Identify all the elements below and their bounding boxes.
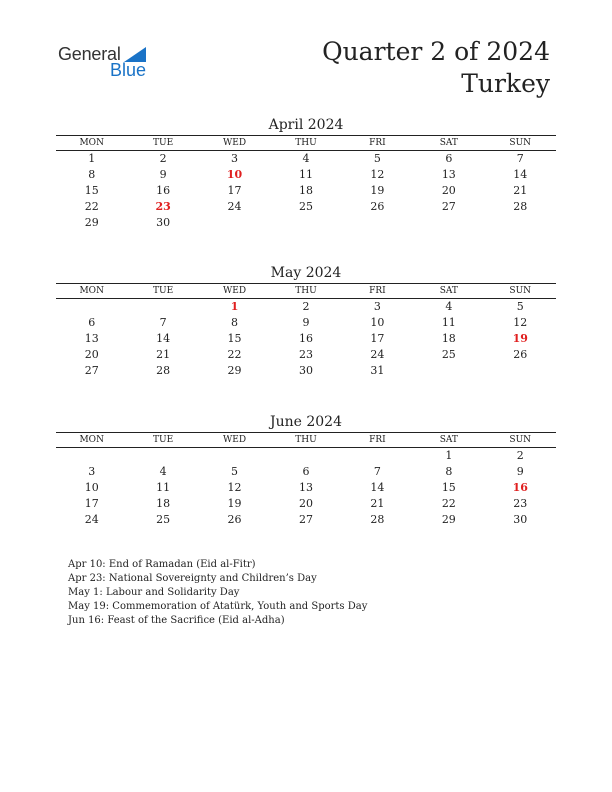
weekday-label: FRI <box>369 435 386 445</box>
page-title <box>322 36 550 100</box>
week-row <box>56 331 556 347</box>
title-country: Turkey <box>461 69 550 98</box>
day-cell: 6 <box>88 316 96 329</box>
week-row <box>56 464 556 480</box>
day-cell: 10 <box>370 316 385 329</box>
day-cell: 1 <box>88 152 96 165</box>
day-cell: 24 <box>227 200 242 213</box>
weekday-header <box>56 432 556 448</box>
logo-general-text: General <box>58 44 121 64</box>
holiday-note: Apr 10: End of Ramadan (Eid al-Fitr) <box>68 559 256 570</box>
day-cell: 2 <box>302 300 310 313</box>
weekday-label: TUE <box>153 138 174 148</box>
holiday-day-cell: 10 <box>226 168 243 181</box>
weekday-label: WED <box>223 138 247 148</box>
weekday-label: SAT <box>439 435 458 445</box>
day-cell: 7 <box>159 316 167 329</box>
logo-blue-text: Blue <box>110 60 147 80</box>
day-cell: 20 <box>441 184 456 197</box>
holiday-day-cell: 19 <box>512 332 528 345</box>
day-cell: 8 <box>231 316 239 329</box>
week-row <box>56 151 556 167</box>
day-cell: 12 <box>227 481 242 494</box>
week-row <box>56 215 556 231</box>
day-cell: 14 <box>513 168 528 181</box>
week-row <box>56 512 556 528</box>
day-cell: 5 <box>231 465 239 478</box>
day-cell: 9 <box>516 465 524 478</box>
day-cell: 5 <box>373 152 381 165</box>
week-row <box>56 480 556 496</box>
month-april <box>56 115 556 231</box>
day-cell: 21 <box>156 348 171 361</box>
weekday-label: TUE <box>153 286 174 296</box>
day-cell: 17 <box>84 497 99 510</box>
weekday-label: THU <box>295 138 317 148</box>
weekday-label: MON <box>79 435 104 445</box>
day-cell: 30 <box>298 364 313 377</box>
holiday-note: Jun 16: Feast of the Sacrifice (Eid al-Adha) <box>68 615 285 626</box>
day-cell: 2 <box>516 449 524 462</box>
day-cell: 14 <box>156 332 171 345</box>
day-cell: 18 <box>156 497 171 510</box>
day-cell: 26 <box>513 348 528 361</box>
day-cell: 23 <box>513 497 528 510</box>
day-cell: 17 <box>370 332 385 345</box>
day-cell <box>270 448 341 464</box>
day-cell: 1 <box>445 449 453 462</box>
day-cell: 23 <box>298 348 313 361</box>
day-cell: 7 <box>516 152 524 165</box>
day-cell: 2 <box>159 152 167 165</box>
day-cell: 19 <box>227 497 242 510</box>
week-row <box>56 183 556 199</box>
day-cell: 21 <box>370 497 385 510</box>
day-cell: 15 <box>441 481 456 494</box>
day-cell: 15 <box>227 332 242 345</box>
day-cell: 5 <box>516 300 524 313</box>
day-cell: 7 <box>373 465 381 478</box>
title-quarter: Quarter 2 of 2024 <box>322 37 550 66</box>
weekday-header <box>56 283 556 299</box>
day-cell: 22 <box>441 497 456 510</box>
day-cell: 22 <box>84 200 99 213</box>
day-cell <box>270 215 341 231</box>
day-cell: 17 <box>227 184 242 197</box>
day-cell <box>56 448 127 464</box>
weekday-label: FRI <box>369 138 386 148</box>
weekday-label: MON <box>79 286 104 296</box>
weekday-label: SUN <box>509 138 532 148</box>
day-cell: 28 <box>513 200 528 213</box>
day-cell: 27 <box>441 200 456 213</box>
day-cell <box>342 448 413 464</box>
day-cell: 28 <box>156 364 171 377</box>
day-cell: 26 <box>370 200 385 213</box>
holiday-note: May 19: Commemoration of Atatürk, Youth and Sports Day <box>68 601 368 612</box>
day-cell: 14 <box>370 481 385 494</box>
week-row <box>56 363 556 379</box>
day-cell: 29 <box>441 513 456 526</box>
weekday-label: SUN <box>509 435 532 445</box>
day-cell <box>199 448 270 464</box>
day-cell: 28 <box>370 513 385 526</box>
week-row <box>56 199 556 215</box>
month-june <box>56 412 556 528</box>
day-cell: 12 <box>513 316 528 329</box>
day-cell: 25 <box>441 348 456 361</box>
day-cell: 12 <box>370 168 385 181</box>
day-cell <box>485 363 556 379</box>
day-cell: 13 <box>84 332 99 345</box>
weekday-label: WED <box>223 435 247 445</box>
day-cell: 3 <box>231 152 239 165</box>
month-may <box>56 263 556 379</box>
week-row <box>56 448 556 464</box>
day-cell <box>127 299 198 315</box>
month-title: June 2024 <box>269 414 342 430</box>
day-cell: 30 <box>156 216 171 229</box>
day-cell: 27 <box>298 513 313 526</box>
weekday-label: FRI <box>369 286 386 296</box>
day-cell: 11 <box>441 316 456 329</box>
day-cell: 16 <box>298 332 313 345</box>
holiday-day-cell: 1 <box>230 300 239 313</box>
day-cell <box>413 363 484 379</box>
day-cell <box>485 215 556 231</box>
day-cell <box>413 215 484 231</box>
day-cell: 11 <box>156 481 171 494</box>
day-cell: 3 <box>88 465 96 478</box>
day-cell <box>199 215 270 231</box>
day-cell: 22 <box>227 348 242 361</box>
day-cell: 10 <box>84 481 99 494</box>
day-cell: 4 <box>302 152 310 165</box>
weekday-header <box>56 135 556 151</box>
weekday-label: SAT <box>439 286 458 296</box>
day-cell: 13 <box>298 481 313 494</box>
week-row <box>56 167 556 183</box>
day-cell: 25 <box>156 513 171 526</box>
holiday-notes <box>68 558 367 628</box>
day-cell: 6 <box>302 465 310 478</box>
day-cell: 29 <box>84 216 99 229</box>
holiday-day-cell: 23 <box>155 200 171 213</box>
weekday-label: SAT <box>439 138 458 148</box>
weekday-label: MON <box>79 138 104 148</box>
day-cell: 21 <box>513 184 528 197</box>
day-cell: 20 <box>84 348 99 361</box>
week-row <box>56 315 556 331</box>
day-cell: 25 <box>298 200 313 213</box>
day-cell: 9 <box>159 168 167 181</box>
day-cell: 30 <box>513 513 528 526</box>
day-cell: 11 <box>298 168 313 181</box>
day-cell: 24 <box>370 348 385 361</box>
day-cell <box>56 299 127 315</box>
day-cell: 16 <box>156 184 171 197</box>
day-cell: 29 <box>227 364 242 377</box>
day-cell: 27 <box>84 364 99 377</box>
day-cell: 13 <box>441 168 456 181</box>
day-cell: 4 <box>445 300 453 313</box>
day-cell: 8 <box>445 465 453 478</box>
day-cell: 19 <box>370 184 385 197</box>
week-row <box>56 347 556 363</box>
week-row <box>56 496 556 512</box>
day-cell: 8 <box>88 168 96 181</box>
day-cell <box>127 448 198 464</box>
day-cell: 15 <box>84 184 99 197</box>
day-cell: 9 <box>302 316 310 329</box>
weekday-label: WED <box>223 286 247 296</box>
day-cell: 4 <box>159 465 167 478</box>
day-cell: 18 <box>298 184 313 197</box>
week-row <box>56 299 556 315</box>
month-title: April 2024 <box>268 117 344 133</box>
day-cell: 18 <box>441 332 456 345</box>
day-cell: 20 <box>298 497 313 510</box>
day-cell <box>342 215 413 231</box>
holiday-note: May 1: Labour and Solidarity Day <box>68 587 240 598</box>
day-cell: 26 <box>227 513 242 526</box>
day-cell: 3 <box>373 300 381 313</box>
holiday-note: Apr 23: National Sovereignty and Children’s Day <box>68 573 317 584</box>
weekday-label: TUE <box>153 435 174 445</box>
month-title: May 2024 <box>270 265 342 281</box>
holiday-day-cell: 16 <box>512 481 528 494</box>
weekday-label: THU <box>295 435 317 445</box>
day-cell: 31 <box>370 364 385 377</box>
weekday-label: THU <box>295 286 317 296</box>
weekday-label: SUN <box>509 286 532 296</box>
day-cell: 6 <box>445 152 453 165</box>
generalblue-logo <box>58 43 158 83</box>
day-cell: 24 <box>84 513 99 526</box>
